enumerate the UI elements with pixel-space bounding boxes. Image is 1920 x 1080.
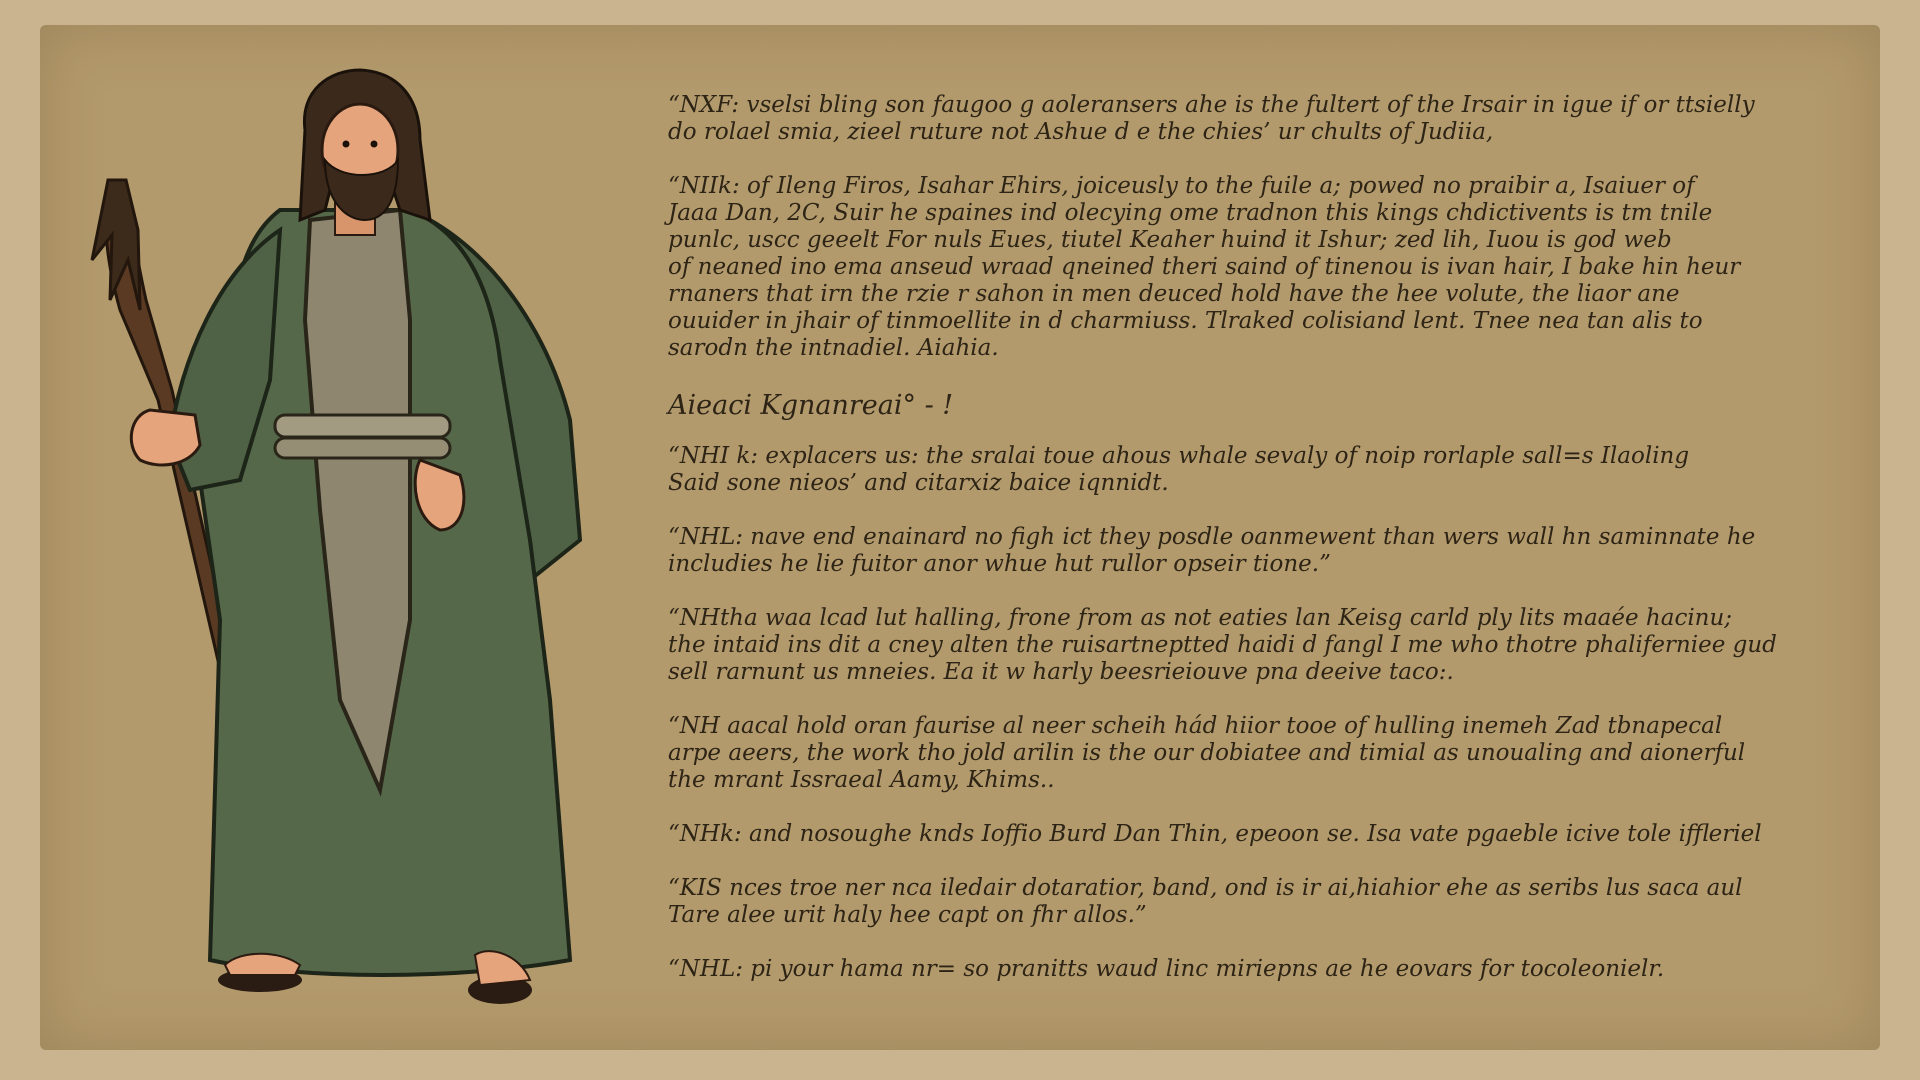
text-line: “NHk: and nosoughe knds Ioffio Burd Dan Thin, epeoon se. Isa vate pgaeble icive tole iffleriel xyxy=(668,821,1762,847)
text-line: the mrant Issraeal Aamy, Khims.. xyxy=(668,767,1055,793)
eye-right xyxy=(371,141,378,148)
text-line: “NHI k: explacers us: the sralai toue ahous whale sevaly of noip rorlaple sall=s Ilaoling xyxy=(668,443,1690,469)
text-line: the intaid ins dit a cney alten the ruisartneptted haidi d fangl I me who thotre phaliferniee gud xyxy=(668,632,1777,658)
text-line: Tare alee urit haly hee capt on fhr allos.” xyxy=(668,902,1147,928)
text-line: “NIIk: of Ileng Firos, Isahar Ehirs, joiceusly to the fuile a; powed no praibir a, Isaiuer of xyxy=(668,173,1695,199)
text-line: “KIS nces troe ner nca iledair dotaratior, band, ond is ir ai,hiahior ehe as seribs lus saca aul xyxy=(668,875,1743,901)
paragraph xyxy=(668,524,1788,578)
hand-left xyxy=(131,410,200,465)
text-line: rnaners that irn the rzie r sahon in men deuced hold have the hee volute, the liaor ane xyxy=(668,281,1680,307)
text-line: includies he lie fuitor anor whue hut rullor opseir tione.” xyxy=(668,551,1331,577)
text-line: “NHL: pi your hama nr= so pranitts waud linc miriepns ae he eovars for tocoleonielr. xyxy=(668,956,1665,982)
text-line: “NH aacal hold oran faurise al neer scheih hád hiior tooe of hulling inemeh Zad tbnapecal xyxy=(668,713,1723,739)
robed-figure-illustration xyxy=(80,60,600,1020)
paragraph xyxy=(668,956,1788,983)
text-line: sarodn the intnadiel. Aiahia. xyxy=(668,335,999,361)
paragraph xyxy=(668,821,1788,848)
section-heading: Aieaci Kgnanreai° - ! xyxy=(668,390,954,421)
paragraph xyxy=(668,605,1788,686)
text-line: do rolael smia, zieel ruture not Ashue d e the chies’ ur chults of Judiia, xyxy=(668,119,1494,145)
text-line: “NHL: nave end enainard no figh ict they posdle oanmewent than wers wall hn saminnate he xyxy=(668,524,1756,550)
text-line: punlc, uscc geeelt For nuls Eues, tiutel Keaher huind it Ishur; zed lih, Iuou is god web xyxy=(668,227,1672,253)
text-line: “NHtha waa lcad lut halling, frone from as not eaties lan Keisg carld ply lits maaée hacinu; xyxy=(668,605,1733,631)
text-line: ouuider in jhair of tinmoellite in d charmiuss. Tlraked colisiand lent. Tnee nea tan alis to xyxy=(668,308,1703,334)
text-line: “NXF: vselsi bling son faugoo g aoleransers ahe is the fultert of the Irsair in igue if or ttsielly xyxy=(668,92,1755,118)
text-line: arpe aeers, the work tho jold arilin is the our dobiatee and timial as unoualing and aionerful xyxy=(668,740,1746,766)
paragraph xyxy=(668,713,1788,794)
text-line: sell rarnunt us mneies. Ea it w harly beesrieiouve pna deeive taco:. xyxy=(668,659,1454,685)
belt xyxy=(275,415,450,458)
text-column xyxy=(668,92,1788,1010)
paragraph xyxy=(668,92,1788,146)
paragraph xyxy=(668,875,1788,929)
paragraph xyxy=(668,443,1788,497)
text-line: Said sone nieos’ and citarxiz baice iqnnidt. xyxy=(668,470,1169,496)
paragraph xyxy=(668,173,1788,362)
eye-left xyxy=(343,141,350,148)
text-line: Jaaa Dan, 2C, Suir he spaines ind olecying ome tradnon this kings chdictivents is tm tnile xyxy=(668,200,1713,226)
text-line: of neaned ino ema anseud wraad qneined theri saind of tinenou is ivan hair, I bake hin heur xyxy=(668,254,1741,280)
